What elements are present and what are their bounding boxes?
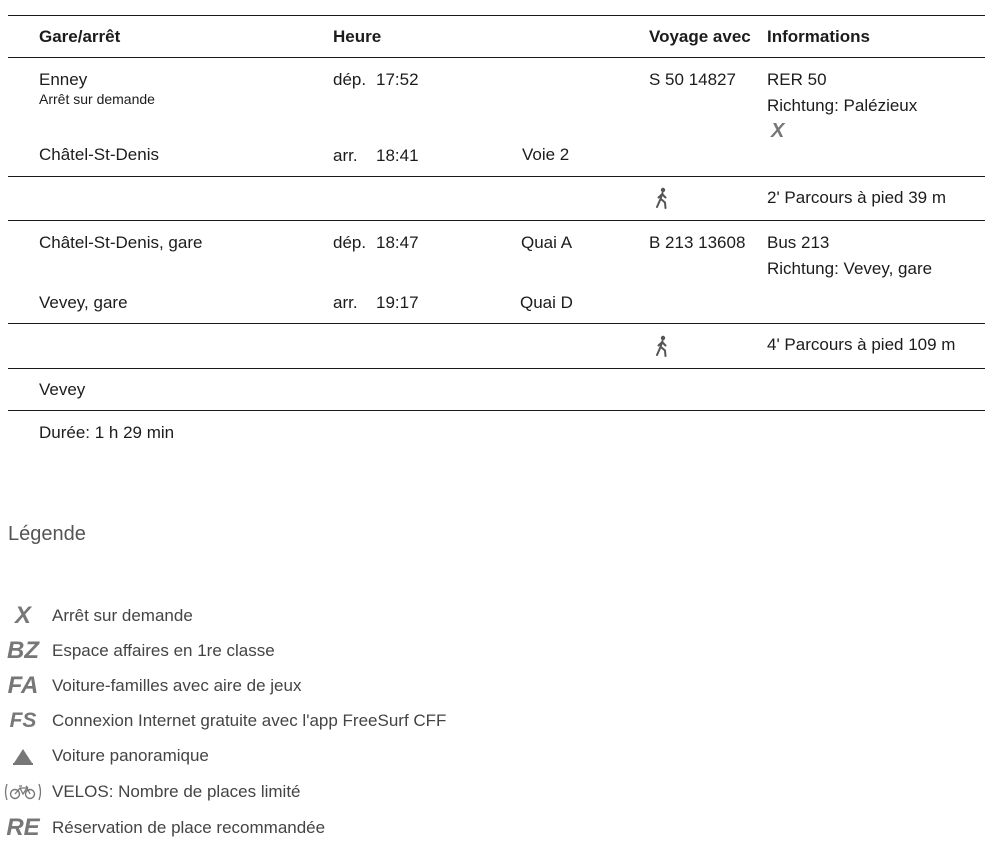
leg2-from-station[interactable]: Châtel-St-Denis, gare — [39, 233, 203, 252]
leg1-info-direction: Richtung: Palézieux — [767, 96, 918, 115]
destination-station[interactable]: Vevey — [39, 380, 86, 399]
bicycle-icon — [0, 782, 46, 802]
legend-item — [0, 637, 275, 665]
request-stop-icon: X — [14, 602, 31, 629]
legend-item — [0, 814, 325, 842]
legend-item-label: Réservation de place recommandée — [52, 818, 326, 837]
panorama-car-icon — [0, 746, 46, 766]
family-car-icon: FA — [7, 672, 39, 699]
request-stop-icon: X — [771, 120, 785, 142]
leg1-to-station[interactable]: Châtel-St-Denis — [39, 145, 159, 164]
reservation-icon: RE — [6, 814, 40, 841]
leg2-arr-platform: Quai D — [520, 293, 573, 312]
leg2-to-station[interactable]: Vevey, gare — [39, 293, 128, 312]
walking-person-icon — [653, 187, 671, 209]
leg2-arr-label: arr. — [333, 293, 358, 312]
legend-item — [0, 602, 193, 630]
legend-item-label: Voiture panoramique — [52, 746, 209, 765]
leg2-arr-time: 19:17 — [376, 293, 419, 312]
leg2-dep-platform: Quai A — [521, 233, 573, 252]
journey-duration: Durée: 1 h 29 min — [39, 423, 175, 442]
leg2-dep-time: 18:47 — [376, 233, 419, 252]
freesurf-icon: FS — [9, 709, 37, 732]
walk2-text: 4' Parcours à pied 109 m — [767, 335, 956, 354]
walking-person-icon — [653, 335, 671, 357]
header-station: Gare/arrêt — [39, 27, 121, 46]
leg1-dep-time: 17:52 — [376, 70, 419, 89]
legend-item — [0, 778, 301, 806]
header-info: Informations — [767, 27, 870, 46]
leg1-info-line: RER 50 — [767, 70, 827, 89]
legend-title: Légende — [8, 523, 86, 545]
header-journey: Voyage avec — [649, 27, 751, 46]
leg1-from-station[interactable]: Enney — [39, 70, 88, 89]
header-time: Heure — [333, 27, 382, 46]
legend-item-label: Arrêt sur demande — [52, 606, 193, 625]
legend-item — [0, 742, 209, 770]
walk1-text: 2' Parcours à pied 39 m — [767, 188, 947, 207]
legend-item-label: Voiture-familles avec aire de jeux — [52, 676, 302, 695]
leg2-dep-label: dép. — [333, 233, 367, 252]
legend-item — [0, 672, 301, 700]
business-zone-icon: BZ — [7, 637, 39, 664]
table-top-rule — [8, 15, 985, 16]
header-rule — [8, 57, 985, 58]
leg2-info-direction: Richtung: Vevey, gare — [767, 259, 933, 278]
legend-item-label: Connexion Internet gratuite avec l'app FreeSurf CFF — [52, 711, 447, 730]
leg1-arr-platform: Voie 2 — [522, 145, 570, 164]
legend-item — [0, 707, 446, 735]
legend-item-label: Espace affaires en 1re classe — [52, 641, 275, 660]
leg1-dep-label: dép. — [333, 70, 367, 89]
row-rule — [8, 368, 985, 369]
leg1-train[interactable]: S 50 14827 — [649, 70, 736, 89]
leg2-info-line: Bus 213 — [767, 233, 830, 252]
leg1-arr-label: arr. — [333, 146, 358, 165]
row-rule — [8, 220, 985, 221]
row-rule — [8, 410, 985, 411]
row-rule — [8, 323, 985, 324]
leg1-from-note: Arrêt sur demande — [39, 91, 155, 107]
leg1-arr-time: 18:41 — [376, 146, 419, 165]
leg2-bus[interactable]: B 213 13608 — [649, 233, 746, 252]
legend-item-label: VELOS: Nombre de places limité — [52, 782, 301, 801]
row-rule — [8, 176, 985, 177]
